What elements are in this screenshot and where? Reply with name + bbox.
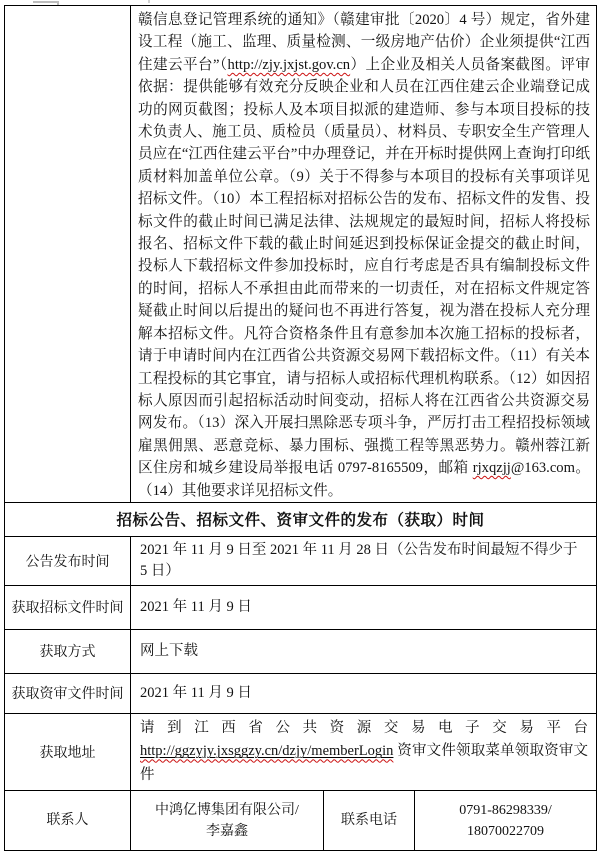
misspelled-text: http://zjy.jxjst.gov.cn: [227, 56, 351, 73]
section-header-title: 招标公告、招标文件、资审文件的发布（获取）时间: [5, 502, 597, 536]
row-value-get-tender-doc-time: 2021 年 11 月 9 日: [131, 585, 597, 629]
notice-body-text: [138, 9, 590, 502]
contact-phone-line1: 0791-86298339/: [459, 802, 552, 818]
contact-person-name: [131, 791, 324, 851]
hyperlink-url[interactable]: [140, 743, 393, 759]
row-label-get-qualification-doc-time: 获取资审文件时间: [5, 673, 131, 713]
body-text: 资审文件领取菜单领取资审文件: [140, 743, 589, 783]
page-artifact: [33, 1, 59, 3]
row-label-announce-time: 公告发布时间: [5, 536, 131, 585]
contact-phone-line2: 18070022709: [467, 823, 544, 839]
table-row: [5, 629, 597, 673]
row-value-announce-time: 2021 年 11 月 9 日至 2021 年 11 月 28 日（公告发布时间最短不得少于 5 日）: [131, 536, 597, 585]
table-row: [5, 502, 597, 536]
row-value-get-qualification-doc-time: 2021 年 11 月 9 日: [131, 673, 597, 713]
row-label-get-tender-doc-time: 获取招标文件时间: [5, 585, 131, 629]
row-label-contact-phone: 联系电话: [324, 791, 415, 851]
contact-phone-number: [415, 791, 597, 851]
notice-body-cell: [131, 6, 597, 503]
body-text: ）上企业及相关人员备案截图。评审依据：提供能够有效充分反映企业和人员在江西住建云企业端登记成功的网页截图；投标人及本项目拟派的建造师、参与本项目投标的技术负责人、施工员、质检员（质量员）、材料员、专职安全生产管理人员应在“江西住建云平台”中办理登记，并在开标时提供网上查询打印纸质材料加盖单位公章。（9）关于不得参与本项目的投标有关事项详见招标文件。（10）本工程招标对招标公告的发布、招标文件的发售、投标文件的截止时间已满足法律、法规规定的最短时间，招标人将投标报名、招标文件下载的截止时间延迟到投标保证金提交的截止时间，投标人下载招标文件参加投标时，应自行考虑是否具有编制投标文件的时间，招标人不承担由此而带来的一切责任，对在招标文件规定答疑截止时间以后提出的疑问也不再进行答复，视为潜在投标人充分理解本招标文件。凡符合资格条件且有意参加本次施工招标的投标者，请于申请时间内在江西省公共资源交易网下载招标文件。（11）有关本工程投标的其它事宜，请与招标人或招标代理机构联系。（12）如因招标人原因而引起招标活动时间变动，招标人将在江西省公共资源交易网发布。（13）深入开展扫黑除恶专项斗争，严厉打击工程招投标领域雇黑佣黑、恶意竞标、暴力围标、强揽工程等黑恶势力。赣州蓉江新区住房和城乡建设局举报电话 0797-8165509，邮箱: [138, 56, 591, 477]
row-value-get-method: 网上下载: [131, 629, 597, 673]
table-row: [5, 585, 597, 629]
misspelled-text: http://ggzyjy.jxsggzy.cn/dzjy/memberLogin: [140, 743, 394, 760]
row-value-get-address: [131, 713, 597, 791]
misspelled-text: rjxqzjj: [472, 460, 511, 477]
body-text: @163.com。（14）其他要求详见招标文件。: [138, 460, 591, 499]
contact-name-line1: 中鸿亿博集团有限公司/: [155, 802, 299, 818]
row-label-contact-person: 联系人: [5, 791, 131, 851]
body-text: 赣信息登记管理系统的通知》（赣建审批〔2020〕4 号）规定，省外建设工程（施工、监理、质量检测、一级房地产估价）企业须提供“江西住建云平台”（: [138, 12, 591, 73]
table-row: [5, 791, 597, 851]
table-row: [5, 6, 597, 503]
body-text: 请到江西省公共资源交易电子交易平台: [140, 719, 589, 736]
address-text: [140, 717, 588, 788]
contact-name-line2: 李嘉鑫: [206, 823, 248, 839]
row-label-get-address: 获取地址: [5, 713, 131, 791]
table-row: [5, 673, 597, 713]
table-row: [5, 536, 597, 585]
page-artifact: [148, 0, 150, 3]
table-row: [5, 713, 597, 791]
notice-label-cell-empty: [5, 6, 131, 503]
tender-announcement-table: [4, 5, 597, 851]
row-label-get-method: 获取方式: [5, 629, 131, 673]
